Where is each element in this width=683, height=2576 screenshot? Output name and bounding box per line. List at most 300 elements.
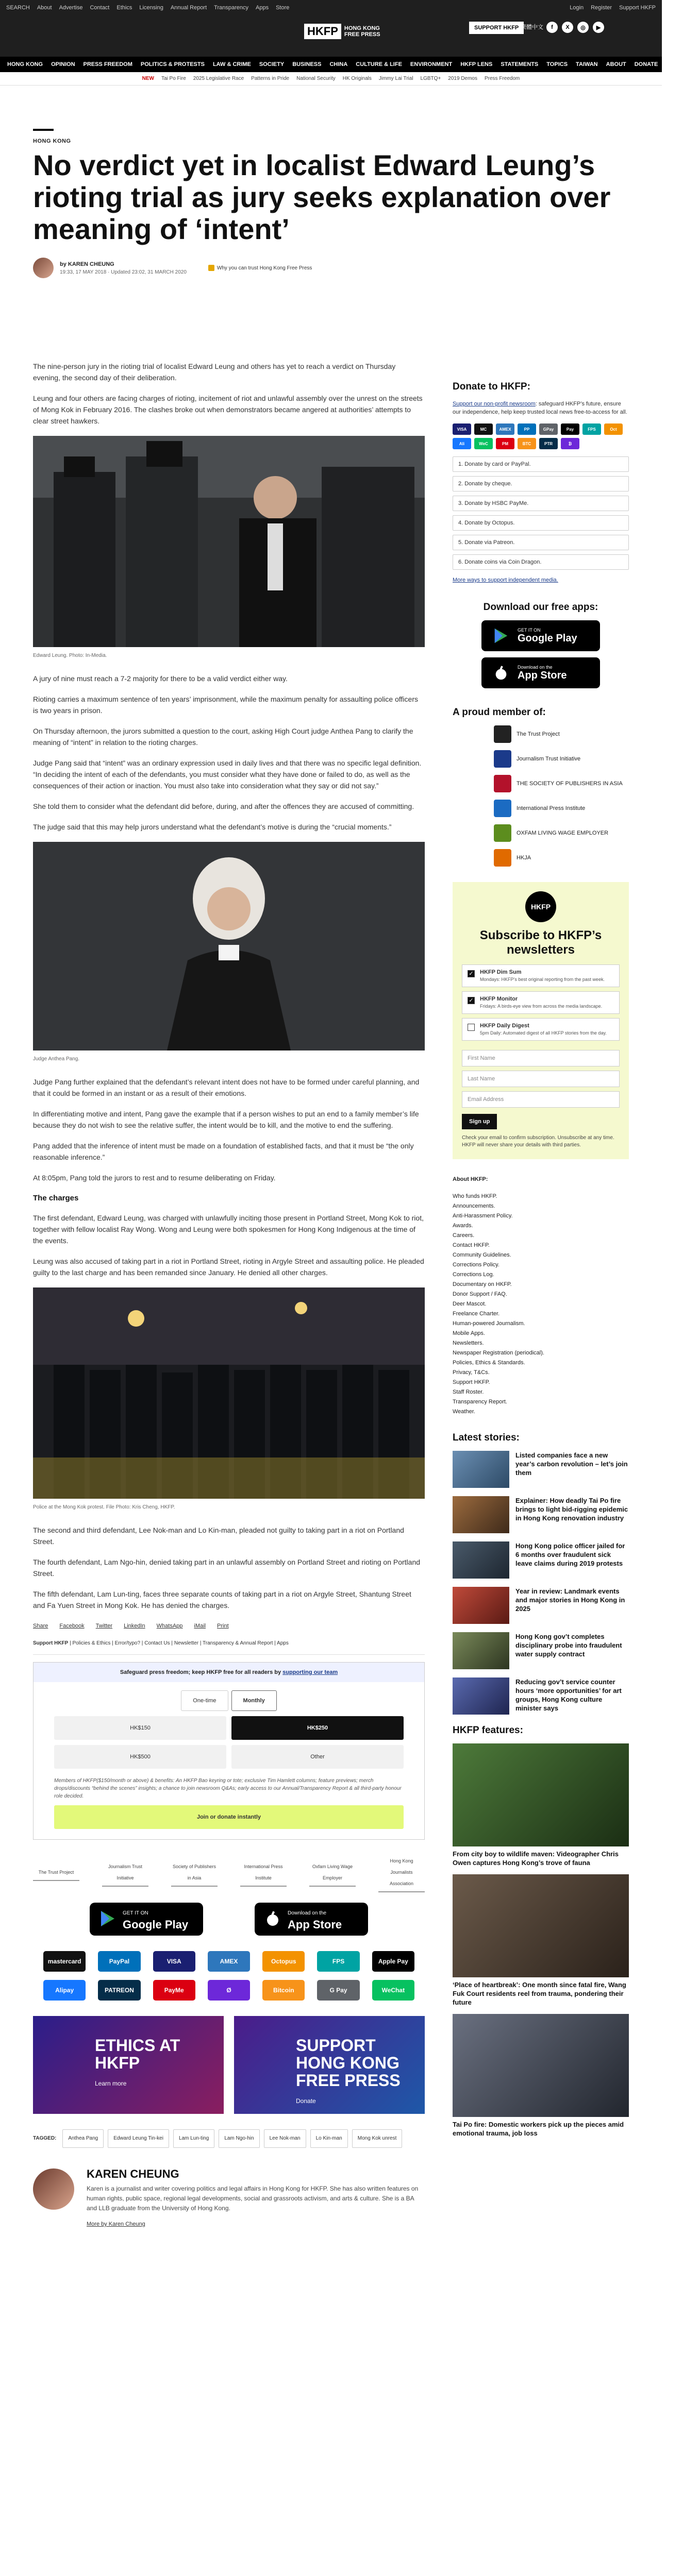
banner-title: SUPPORT HONG KONG FREE PRESS bbox=[296, 2036, 401, 2090]
about-link[interactable]: Contact HKFP. bbox=[453, 1242, 490, 1248]
photo-caption: Edward Leung. Photo: In-Media. bbox=[33, 653, 107, 658]
share-facebook-link[interactable]: Facebook bbox=[59, 1623, 85, 1629]
support-banner[interactable] bbox=[234, 2016, 425, 2114]
patreon-icon[interactable]: PTR bbox=[539, 438, 558, 449]
footer-link[interactable]: Error/typo? bbox=[114, 1640, 141, 1646]
paragraph: The nine-person jury in the rioting trial of localist Edward Leung and others has yet to reach a verdict on Thursday evening, the second day of their deliberation. bbox=[33, 362, 396, 382]
sign-up-button[interactable]: Sign up bbox=[462, 1114, 497, 1129]
nav-item[interactable]: CHINA bbox=[329, 61, 348, 67]
banner-subtitle: Donate bbox=[296, 2097, 316, 2105]
paragraph: Pang added that the inference of intent must be made on a foundation of established facts, and that it must be “the only reasonable inference.” bbox=[33, 1142, 414, 1161]
about-link[interactable]: Deer Mascot. bbox=[453, 1301, 487, 1307]
tag[interactable]: Lam Ngo-hin bbox=[219, 2129, 259, 2148]
site-header bbox=[0, 0, 662, 57]
nav-item[interactable]: TOPICS bbox=[546, 61, 568, 67]
story-thumbnail bbox=[453, 1677, 509, 1715]
story-thumbnail bbox=[453, 1587, 509, 1624]
utility-bar bbox=[0, 0, 662, 15]
logo-mark: HKFP bbox=[304, 24, 341, 39]
nav-item[interactable]: PRESS FREEDOM bbox=[83, 61, 132, 67]
more-by-author-link[interactable]: More by Karen Cheung bbox=[87, 2221, 145, 2227]
checkbox-checked-icon[interactable]: ✓ bbox=[468, 970, 475, 977]
donate-option[interactable]: 2. Donate by cheque. bbox=[453, 476, 629, 492]
newsletter-option[interactable] bbox=[462, 991, 620, 1014]
newsletter-option[interactable] bbox=[462, 964, 620, 987]
email-field[interactable]: Email Address bbox=[462, 1091, 620, 1108]
donate-option[interactable]: 3. Donate by HSBC PayMe. bbox=[453, 496, 629, 511]
donate-option[interactable]: 1. Donate by card or PayPal. bbox=[453, 456, 629, 472]
support-hkfp-link[interactable]: Support HKFP bbox=[33, 1640, 69, 1646]
main-nav bbox=[0, 57, 683, 72]
payme-logo[interactable]: PayMe bbox=[153, 1980, 195, 2001]
fps-logo[interactable]: FPS bbox=[317, 1951, 359, 1972]
member-perks: Members of HKFP($150/month or above) & benefits: An HKFP Bao keyring or tote; exclusive Tim Hamlett columns; feature previews; merch drops/discounts “behind the scenes” insights; a chance to join newsroom Q&As; early access to our Annual/Transparency Report & all third-party honour role decided. bbox=[54, 1778, 402, 1799]
feature-image bbox=[453, 2014, 629, 2117]
about-link[interactable]: Policies, Ethics & Standards. bbox=[453, 1360, 525, 1366]
nav-item[interactable]: DONATE bbox=[634, 61, 658, 67]
newsletter-signup bbox=[453, 882, 629, 1159]
story-thumbnail bbox=[453, 1496, 509, 1533]
trending-item[interactable]: LGBTQ+ bbox=[420, 76, 441, 81]
wechat-pay-logo[interactable]: WeChat bbox=[372, 1980, 414, 2001]
trending-label: NEW bbox=[142, 76, 154, 81]
first-name-field[interactable]: First Name bbox=[462, 1050, 620, 1066]
share-twitter-link[interactable]: Twitter bbox=[95, 1623, 113, 1629]
hkfp-features bbox=[453, 1725, 629, 2138]
mastercard-icon[interactable]: MC bbox=[474, 423, 493, 435]
google-pay-icon[interactable]: GPay bbox=[539, 423, 558, 435]
member-name: THE SOCIETY OF PUBLISHERS IN ASIA bbox=[517, 781, 623, 787]
member-logo[interactable] bbox=[494, 725, 629, 743]
partner-logo[interactable]: Oxfam Living Wage Employer bbox=[309, 1861, 356, 1887]
trending-item[interactable]: 2025 Legislative Race bbox=[193, 76, 244, 81]
apple-icon bbox=[493, 665, 509, 681]
byline bbox=[33, 258, 626, 278]
paypal-icon[interactable]: PP bbox=[518, 423, 536, 435]
store-small-text: GET IT ON bbox=[123, 1910, 148, 1916]
patreon-logo[interactable]: PATREON bbox=[98, 1980, 140, 2001]
paragraph: The judge said that this may help jurors understand what the defendant’s motive is during the “crucial moments.” bbox=[33, 823, 392, 831]
checkbox-checked-icon[interactable]: ✓ bbox=[468, 997, 475, 1004]
sidebar-donate-title: Donate to HKFP: bbox=[453, 381, 530, 392]
visa-icon[interactable]: VISA bbox=[453, 423, 471, 435]
paypal-logo[interactable]: PayPal bbox=[98, 1951, 140, 1972]
sidebar-apps bbox=[453, 602, 629, 688]
nav-item[interactable]: TAIWAN bbox=[576, 61, 598, 67]
newsletter-name: HKFP Daily Digest bbox=[480, 1023, 529, 1029]
store-small-text: Download on the bbox=[518, 664, 553, 670]
paragraph: Judge Pang further explained that the defendant’s relevant intent does not have to be formed under careful planning, and that it could be formed in an instant or as a result of their emotions. bbox=[33, 1078, 420, 1097]
trending-item[interactable]: HK Originals bbox=[342, 76, 372, 81]
story-thumbnail bbox=[453, 1541, 509, 1579]
trending-item[interactable]: 2019 Demos bbox=[448, 76, 477, 81]
visa-logo[interactable]: VISA bbox=[153, 1951, 195, 1972]
paragraph: At 8:05pm, Pang told the jurors to rest and to resume deliberating on Friday. bbox=[33, 1174, 276, 1182]
logo-text bbox=[344, 25, 380, 38]
amount-grid bbox=[34, 1716, 424, 1774]
about-link[interactable]: Corrections Policy. bbox=[453, 1262, 499, 1268]
member-name: The Trust Project bbox=[517, 731, 560, 737]
partner-logos bbox=[33, 1855, 425, 1892]
spacer bbox=[462, 1045, 620, 1050]
partner-logo[interactable]: Journalism Trust Initiative bbox=[102, 1861, 148, 1887]
photo-police-mong-kok[interactable] bbox=[33, 1287, 425, 1499]
member-name: HKJA bbox=[517, 855, 531, 861]
share-email-link[interactable]: iMail bbox=[194, 1623, 206, 1629]
paragraph: In differentiating motive and intent, Pang gave the example that if a person wishes to put an end to a family member’s life because they do not wish to see the relative suffer, the intent would be to kill, and the motive to end the suffering. bbox=[33, 1110, 419, 1129]
story-item[interactable] bbox=[453, 1451, 629, 1488]
paragraph: The fifth defendant, Lam Lun-ting, faces three separate counts of taking part in a riot on Argyle Street, Shantung Street and Fa Yuen Street in Mong Kok. He has denied the charges. bbox=[33, 1590, 411, 1609]
partner-logo[interactable]: Society of Publishers in Asia bbox=[171, 1861, 218, 1887]
language-switch[interactable]: 繁體中文 bbox=[521, 24, 543, 30]
support-links: Support HKFP | Policies & Ethics | Error/typo? | Contact Us | Newsletter | Transparency & Annual Report | Apps bbox=[33, 1638, 425, 1655]
amex-logo[interactable]: AMEX bbox=[208, 1951, 250, 1972]
trending-item[interactable]: Tai Po Fire bbox=[161, 76, 186, 81]
partner-logo[interactable]: International Press Institute bbox=[240, 1861, 287, 1887]
author-photo[interactable] bbox=[33, 2168, 74, 2210]
contact-link[interactable]: Contact bbox=[90, 5, 110, 11]
sidebar-donate bbox=[453, 381, 629, 583]
nav-item[interactable]: ENVIRONMENT bbox=[410, 61, 453, 67]
photo-caption: Judge Anthea Pang. bbox=[33, 1056, 80, 1062]
sidebar-donate-intro bbox=[453, 400, 629, 416]
about-link[interactable]: Documentary on HKFP. bbox=[453, 1281, 512, 1287]
about-link[interactable]: Corrections Log. bbox=[453, 1272, 494, 1278]
crypto-logo[interactable]: Ø bbox=[208, 1980, 250, 2001]
newsletter-desc: 5pm Daily: Automated digest of all HKFP stories from the day. bbox=[480, 1030, 607, 1036]
ipi-icon bbox=[494, 800, 511, 817]
story-item[interactable] bbox=[453, 1587, 629, 1624]
story-title: Reducing gov’t service counter hours ‘more opportunities’ for art groups, Hong Kong culture minister says bbox=[515, 1678, 622, 1712]
join-donate-button[interactable]: Join or donate instantly bbox=[54, 1805, 404, 1829]
social-icons bbox=[546, 22, 604, 33]
google-play-button[interactable] bbox=[481, 620, 600, 651]
store-big-text: Google Play bbox=[518, 632, 577, 644]
section-kicker[interactable]: HONG KONG bbox=[33, 138, 71, 144]
trending-item[interactable]: Jimmy Lai Trial bbox=[378, 76, 413, 81]
paragraph: The second and third defendant, Lee Nok-man and Lo Kin-man, pleaded not guilty to taking part in a riot on Portland Street. bbox=[33, 1526, 404, 1546]
feature-title: ‘Place of heartbreak’: One month since fatal fire, Wang Fuk Court residents reel from trauma, pondering their future bbox=[453, 1981, 626, 2006]
youtube-icon[interactable]: ▶ bbox=[593, 22, 604, 33]
google-play-icon bbox=[493, 628, 509, 644]
newsletter-name: HKFP Dim Sum bbox=[480, 969, 522, 975]
newsletter-note: Check your email to confirm subscription. Unsubscribe at any time. HKFP will never share your details with third parties. bbox=[462, 1135, 614, 1148]
login-link[interactable]: Login bbox=[570, 5, 584, 11]
footer-link[interactable]: Transparency & Annual Report bbox=[203, 1640, 273, 1646]
donate-option[interactable]: 5. Donate via Patreon. bbox=[453, 535, 629, 550]
mastercard-logo[interactable]: mastercard bbox=[43, 1951, 86, 1972]
promo-banners bbox=[33, 2016, 425, 2114]
story-item[interactable] bbox=[453, 1496, 629, 1533]
newsletter-desc: Mondays: HKFP’s best original reporting from the past week. bbox=[480, 977, 605, 982]
latest-stories bbox=[453, 1432, 629, 1715]
feature-title: From city boy to wildlife maven: Videographer Chris Owen captures Hong Kong’s trove of fauna bbox=[453, 1850, 619, 1867]
story-title: Listed companies face a new year’s carbon revolution – let’s join them bbox=[515, 1451, 628, 1477]
trending-item[interactable]: Press Freedom bbox=[485, 76, 520, 81]
paragraph: Leung was also accused of taking part in a riot in Portland Street, rioting in Argyle Street and assaulting police. He pleaded guilty to the last charge and has been remanded since January. He denied all other charges. bbox=[33, 1257, 424, 1277]
latest-title: Latest stories: bbox=[453, 1432, 520, 1443]
member-name: OXFAM LIVING WAGE EMPLOYER bbox=[517, 830, 609, 836]
tag[interactable]: Lo Kin-man bbox=[310, 2129, 348, 2148]
article-title: No verdict yet in localist Edward Leung’s rioting trial as jury seeks explanation over meaning of ‘intent’ bbox=[33, 149, 611, 245]
paragraph: The fourth defendant, Lam Ngo-hin, denied taking part in an unlawful assembly on Portland Street and rioting on Portland Street. bbox=[33, 1558, 421, 1578]
amount-option[interactable]: HK$500 bbox=[54, 1745, 226, 1769]
sidebar-memberships bbox=[453, 707, 629, 867]
donate-intro-link[interactable]: Support our non-profit newsroom bbox=[453, 401, 536, 407]
nav-item[interactable]: LAW & CRIME bbox=[212, 61, 251, 67]
author-name[interactable]: by KAREN CHEUNG bbox=[60, 261, 114, 267]
nav-item[interactable]: CULTURE & LIFE bbox=[356, 61, 402, 67]
transparency-link[interactable]: Transparency bbox=[214, 5, 248, 11]
share-whatsapp-link[interactable]: WhatsApp bbox=[156, 1623, 183, 1629]
photo-caption: Police at the Mong Kok protest. File Photo: Kris Cheng, HKFP. bbox=[33, 1504, 175, 1510]
store-big-text: App Store bbox=[518, 669, 567, 681]
more-ways-link[interactable]: More ways to support independent media. bbox=[453, 577, 558, 583]
about-link[interactable]: Announcements. bbox=[453, 1203, 495, 1209]
story-item[interactable] bbox=[453, 1677, 629, 1715]
newsletter-title: Subscribe to HKFP’s newsletters bbox=[479, 928, 602, 957]
paragraph: Judge Pang said that “intent” was an ordinary expression used in daily lives and that there was no specific legal definition. “In deciding the intent of each of the defendants, you must consider what they have done or failed to do, as well as the consequences of their action or inaction. You must also take into consideration what they say or did not say.” bbox=[33, 759, 422, 790]
donate-header-link[interactable]: supporting our team bbox=[282, 1669, 338, 1675]
newsletter-logo: HKFP bbox=[525, 891, 556, 922]
about-title: About HKFP: bbox=[453, 1176, 488, 1182]
about-link[interactable]: Donor Support / FAQ. bbox=[453, 1291, 507, 1297]
frequency-tabs bbox=[34, 1682, 424, 1716]
about-link[interactable]: Who funds HKFP. bbox=[453, 1193, 497, 1199]
tag-list bbox=[33, 2129, 425, 2148]
nav-item[interactable]: HKFP LENS bbox=[460, 61, 493, 67]
octopus-icon[interactable]: Oct bbox=[604, 423, 623, 435]
author-box bbox=[33, 2168, 425, 2230]
trending-item[interactable]: Patterns in Pride bbox=[251, 76, 290, 81]
feature-item[interactable] bbox=[453, 1743, 629, 1867]
x-icon[interactable]: X bbox=[562, 22, 573, 33]
google-pay-logo[interactable]: G Pay bbox=[317, 1980, 359, 2001]
print-link[interactable]: Print bbox=[217, 1623, 229, 1629]
member-logo[interactable] bbox=[494, 849, 629, 867]
about-link[interactable]: Weather. bbox=[453, 1409, 475, 1415]
store-big-text: App Store bbox=[288, 1918, 342, 1931]
donate-intro-text: : safeguard HKFP’s future, ensure our independence, help keep trusted local news free-to-access for all. bbox=[453, 401, 627, 415]
author-avatar[interactable] bbox=[33, 258, 54, 278]
tag[interactable]: Lee Nok-man bbox=[264, 2129, 306, 2148]
amount-option[interactable]: HK$150 bbox=[54, 1716, 226, 1740]
ethics-banner[interactable] bbox=[33, 2016, 224, 2114]
crypto-icon[interactable]: ₿ bbox=[561, 438, 579, 449]
advertise-link[interactable]: Advertise bbox=[59, 5, 83, 11]
apple-pay-logo[interactable]: Apple Pay bbox=[372, 1951, 414, 1972]
ethics-link[interactable]: Ethics bbox=[116, 5, 132, 11]
nav-item[interactable]: OPINION bbox=[51, 61, 75, 67]
trust-project-icon bbox=[494, 725, 511, 743]
member-name: International Press Institute bbox=[517, 805, 586, 811]
feature-image bbox=[453, 1874, 629, 1977]
bitcoin-icon[interactable]: BTC bbox=[518, 438, 536, 449]
logo-line-1: HONG KONG bbox=[344, 25, 380, 31]
donate-widget-header bbox=[34, 1663, 424, 1682]
partner-logo[interactable]: The Trust Project bbox=[33, 1867, 79, 1881]
feature-title: Tai Po fire: Domestic workers pick up the pieces amid emotional trauma, job loss bbox=[453, 2121, 624, 2137]
app-store-row bbox=[33, 1903, 425, 1936]
paragraph: On Thursday afternoon, the jurors submitted a question to the court, asking High Court judge Anthea Pang to clarify the meaning of “intent” in relation to the rioting charges. bbox=[33, 727, 413, 747]
tag[interactable]: Edward Leung Tin-kei bbox=[108, 2129, 169, 2148]
share-bar bbox=[33, 1620, 425, 1632]
annual-report-link[interactable]: Annual Report bbox=[170, 5, 207, 11]
paragraph: She told them to consider what the defendant did before, during, and after the offences they are accused of committing. bbox=[33, 802, 414, 810]
oxfam-icon bbox=[494, 824, 511, 842]
photo-judge-pang[interactable] bbox=[33, 842, 425, 1050]
story-item[interactable] bbox=[453, 1632, 629, 1669]
amex-icon[interactable]: AMEX bbox=[496, 423, 514, 435]
feature-item[interactable] bbox=[453, 1874, 629, 2007]
partner-logo[interactable]: Hong Kong Journalists Association bbox=[378, 1855, 425, 1892]
apps-link[interactable]: Apps bbox=[256, 5, 269, 11]
logo-line-2: FREE PRESS bbox=[344, 31, 380, 38]
story-title: Hong Kong gov’t completes disciplinary probe into fraudulent water supply contract bbox=[515, 1633, 622, 1658]
story-item[interactable] bbox=[453, 1541, 629, 1579]
photo-judge-pang-art bbox=[33, 842, 425, 1050]
apps-title: Download our free apps: bbox=[483, 602, 598, 613]
paragraph: Rioting carries a maximum sentence of ten years’ imprisonment, while the maximum penalty for assaulting police officers is two years in prison. bbox=[33, 695, 418, 715]
app-store-button[interactable] bbox=[255, 1903, 368, 1936]
newsletter-name: HKFP Monitor bbox=[480, 996, 518, 1002]
nav-item[interactable]: BUSINESS bbox=[292, 61, 322, 67]
story-thumbnail bbox=[453, 1451, 509, 1488]
hkja-icon bbox=[494, 849, 511, 867]
about-link[interactable]: About bbox=[37, 5, 52, 11]
trust-icon bbox=[208, 265, 214, 271]
story-title: Explainer: How deadly Tai Po fire brings to light bid-rigging epidemic in Hong Kong renovation industry bbox=[515, 1497, 628, 1522]
photo-edward-leung-art bbox=[33, 436, 425, 647]
tag[interactable]: Lam Lun-ting bbox=[173, 2129, 214, 2148]
member-logo[interactable] bbox=[494, 824, 629, 842]
amount-other[interactable]: Other bbox=[231, 1745, 404, 1769]
wechat-icon[interactable]: WeC bbox=[474, 438, 493, 449]
feature-item[interactable] bbox=[453, 2014, 629, 2138]
story-title: Year in review: Landmark events and major stories in Hong Kong in 2025 bbox=[515, 1587, 625, 1613]
store-link[interactable]: Store bbox=[276, 5, 290, 11]
last-name-field[interactable]: Last Name bbox=[462, 1071, 620, 1087]
nav-item[interactable]: STATEMENTS bbox=[501, 61, 539, 67]
donate-option[interactable]: 4. Donate by Octopus. bbox=[453, 515, 629, 531]
features-title: HKFP features: bbox=[453, 1725, 523, 1736]
bitcoin-logo[interactable]: Bitcoin bbox=[262, 1980, 305, 2001]
tag[interactable]: Anthea Pang bbox=[62, 2129, 104, 2148]
trending-bar bbox=[0, 72, 662, 86]
fps-icon[interactable]: FPS bbox=[582, 423, 601, 435]
search-link[interactable]: SEARCH bbox=[6, 5, 30, 11]
member-logo[interactable] bbox=[494, 800, 629, 817]
banner-subtitle: Learn more bbox=[95, 2080, 127, 2087]
store-small-text: Download on the bbox=[288, 1910, 327, 1916]
nav-item[interactable]: POLITICS & PROTESTS bbox=[140, 61, 205, 67]
member-name: Journalism Trust Initiative bbox=[517, 756, 581, 762]
instagram-icon[interactable]: ◎ bbox=[577, 22, 589, 33]
support-hkfp-button[interactable]: SUPPORT HKFP bbox=[469, 22, 524, 34]
photo-police-art bbox=[33, 1287, 425, 1499]
about-link[interactable]: Newspaper Registration (periodical). bbox=[453, 1350, 544, 1356]
about-hkfp bbox=[453, 1175, 629, 1417]
member-logo[interactable] bbox=[494, 775, 629, 792]
footer-link[interactable]: Policies & Ethics bbox=[72, 1640, 111, 1646]
trust-link[interactable] bbox=[208, 265, 312, 271]
trending-item[interactable]: National Security bbox=[296, 76, 336, 81]
nav-item[interactable]: SOCIETY bbox=[259, 61, 285, 67]
about-link[interactable]: Freelance Charter. bbox=[453, 1311, 500, 1317]
licensing-link[interactable]: Licensing bbox=[139, 5, 163, 11]
about-link[interactable]: Staff Roster. bbox=[453, 1389, 484, 1395]
footer-link[interactable]: Contact Us bbox=[144, 1640, 170, 1646]
about-link[interactable]: Careers. bbox=[453, 1232, 475, 1239]
share-linkedin-link[interactable]: LinkedIn bbox=[124, 1623, 145, 1629]
tags-label: TAGGED: bbox=[33, 2136, 57, 2141]
register-link[interactable]: Register bbox=[591, 5, 612, 11]
google-play-button[interactable] bbox=[90, 1903, 203, 1936]
article-header bbox=[33, 129, 626, 278]
banner-title: ETHICS AT HKFP bbox=[95, 2036, 180, 2072]
footer-link[interactable]: Newsletter bbox=[174, 1640, 199, 1646]
apple-pay-icon[interactable]: Pay bbox=[561, 423, 579, 435]
about-link[interactable]: Support HKFP. bbox=[453, 1379, 490, 1385]
octopus-logo[interactable]: Octopus bbox=[262, 1951, 305, 1972]
member-title: A proud member of: bbox=[453, 707, 546, 718]
footer-link[interactable]: Apps bbox=[277, 1640, 289, 1646]
facebook-icon[interactable]: f bbox=[546, 22, 558, 33]
store-small-text: GET IT ON bbox=[518, 627, 541, 633]
about-link[interactable]: Mobile Apps. bbox=[453, 1330, 485, 1336]
story-title: Hong Kong police officer jailed for 6 months over fraudulent sick leave claims during 2019 protests bbox=[515, 1542, 625, 1567]
app-store-button[interactable] bbox=[481, 657, 600, 688]
checkbox-icon[interactable] bbox=[468, 1024, 475, 1031]
story-thumbnail bbox=[453, 1632, 509, 1669]
about-link[interactable]: Privacy, T&Cs. bbox=[453, 1369, 490, 1376]
tab-one-time[interactable]: One-time bbox=[181, 1690, 228, 1711]
nav-item[interactable]: MORE bbox=[666, 61, 683, 67]
site-logo[interactable] bbox=[304, 24, 380, 39]
newsletter-option[interactable] bbox=[462, 1018, 620, 1041]
member-logo[interactable] bbox=[494, 750, 629, 768]
tag[interactable]: Mong Kok unrest bbox=[352, 2129, 403, 2148]
author-box-name[interactable]: KAREN CHEUNG bbox=[87, 2167, 179, 2180]
nav-item[interactable]: ABOUT bbox=[606, 61, 626, 67]
paragraph: A jury of nine must reach a 7-2 majority for there to be a valid verdict either way. bbox=[33, 674, 288, 683]
nav-item[interactable]: HONG KONG bbox=[7, 61, 43, 67]
amount-option-selected[interactable]: HK$250 bbox=[231, 1716, 404, 1740]
about-link[interactable]: Anti-Harassment Policy. bbox=[453, 1213, 513, 1219]
support-top-link[interactable]: Support HKFP bbox=[619, 5, 656, 11]
about-link[interactable]: Human-powered Journalism. bbox=[453, 1320, 525, 1327]
about-link[interactable]: Awards. bbox=[453, 1223, 473, 1229]
payme-icon[interactable]: PM bbox=[496, 438, 514, 449]
paragraph: The first defendant, Edward Leung, was charged with unlawfully inciting those present in Portland Street, Mong Kok to riot, together with fellow localist Ray Wong. Wong and Leung were both spokesmen for Hong Kong Indigenous at the time of the events. bbox=[33, 1214, 424, 1245]
subheading-charges: The charges bbox=[33, 1194, 79, 1202]
paragraph: Leung and four others are facing charges of rioting, incitement of riot and unlawful assembly over the unrest on the streets of Mong Kok in February 2016. The clashes broke out when demonstrators became angered at authorities’ attempts to clear street hawkers. bbox=[33, 394, 423, 425]
about-link[interactable]: Community Guidelines. bbox=[453, 1252, 511, 1258]
feature-image bbox=[453, 1743, 629, 1846]
about-link[interactable]: Newsletters. bbox=[453, 1340, 484, 1346]
about-link[interactable]: Transparency Report. bbox=[453, 1399, 507, 1405]
alipay-logo[interactable]: Alipay bbox=[43, 1980, 86, 2001]
trust-label: Why you can trust Hong Kong Free Press bbox=[216, 265, 312, 271]
sopa-icon bbox=[494, 775, 511, 792]
donate-option[interactable]: 6. Donate coins via Coin Dragon. bbox=[453, 554, 629, 570]
tab-monthly[interactable]: Monthly bbox=[231, 1690, 277, 1711]
share-label: Share bbox=[33, 1623, 48, 1629]
donate-header-text: Safeguard press freedom; keep HKFP free for all readers by bbox=[120, 1669, 281, 1675]
photo-edward-leung[interactable] bbox=[33, 436, 425, 647]
google-play-icon bbox=[99, 1910, 116, 1927]
alipay-icon[interactable]: Ali bbox=[453, 438, 471, 449]
